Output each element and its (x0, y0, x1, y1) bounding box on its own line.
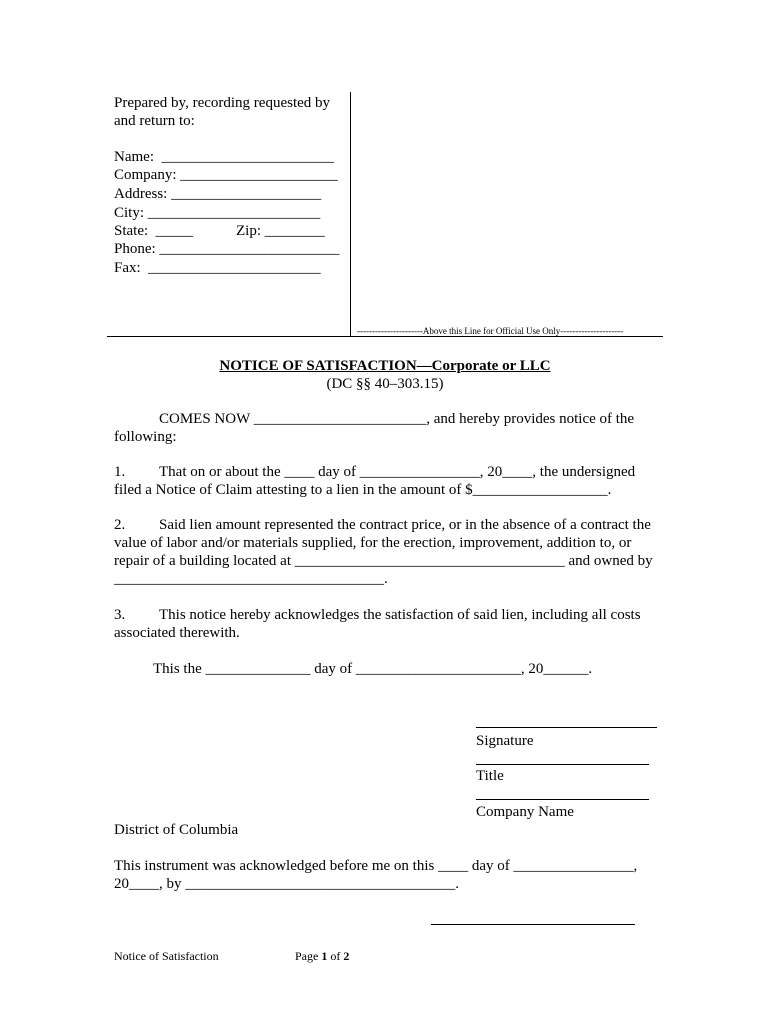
paragraph-1-line-2: filed a Notice of Claim attesting to a lien in the amount of $__________________. (114, 482, 612, 498)
zip-field[interactable]: Zip: ________ (236, 223, 325, 239)
header-vertical-divider (350, 92, 351, 336)
city-field[interactable]: City: _______________________ (114, 205, 321, 221)
page-indicator (295, 949, 349, 963)
name-field[interactable]: Name: _______________________ (114, 149, 334, 165)
document-title: NOTICE OF SATISFACTION—Corporate or LLC (219, 358, 551, 374)
page-total: 2 (343, 949, 350, 963)
address-field[interactable]: Address: ____________________ (114, 186, 322, 202)
company-name-label: Company Name (476, 804, 574, 820)
paragraph-2-line-4: ____________________________________. (114, 571, 388, 587)
title-label: Title (476, 768, 504, 784)
paragraph-3-line-2: associated therewith. (114, 625, 240, 641)
footer-document-name: Notice of Satisfaction (114, 949, 219, 963)
date-line: This the ______________ day of ______________________, 20______. (153, 661, 593, 677)
paragraph-3-line-1: This notice hereby acknowledges the satisfaction of said lien, including all costs (159, 607, 641, 623)
company-name-line[interactable] (476, 799, 649, 800)
comes-now-continuation: following: (114, 429, 177, 445)
phone-field[interactable]: Phone: ________________________ (114, 241, 340, 257)
official-use-notice: ----------------------Above this Line for Official Use Only--------------------- (357, 326, 624, 336)
comes-now-line: COMES NOW _______________________, and hereby provides notice of the (159, 411, 635, 427)
signature-line[interactable] (476, 727, 657, 728)
fax-field[interactable]: Fax: _______________________ (114, 260, 321, 276)
acknowledgment-line-2: 20____, by ____________________________________. (114, 876, 459, 892)
title-line[interactable] (476, 764, 649, 765)
page-number: 1 (321, 949, 328, 963)
jurisdiction-label: District of Columbia (114, 822, 239, 838)
paragraph-1-number: 1. (114, 464, 126, 480)
of-word: of (327, 949, 344, 963)
official-use-divider (107, 336, 663, 337)
paragraph-2-line-2: value of labor and/or materials supplied, for the erection, improvement, addition to, or (114, 535, 632, 551)
page-word: Page (295, 949, 322, 963)
paragraph-2-number: 2. (114, 517, 126, 533)
state-field[interactable]: State: _____ (114, 223, 194, 239)
paragraph-2-line-1: Said lien amount represented the contract price, or in the absence of a contract the (159, 517, 651, 533)
return-to-label: and return to: (114, 113, 195, 129)
notary-signature-line[interactable] (431, 924, 635, 925)
paragraph-3-number: 3. (114, 607, 126, 623)
paragraph-1-line-1: That on or about the ____ day of ________________, 20____, the undersigned (159, 464, 636, 480)
company-field[interactable]: Company: _____________________ (114, 167, 338, 183)
paragraph-2-line-3: repair of a building located at ____________________________________ and owned by (114, 553, 653, 569)
signature-label: Signature (476, 733, 534, 749)
statute-reference: (DC §§ 40–303.15) (326, 376, 444, 392)
acknowledgment-line-1: This instrument was acknowledged before me on this ____ day of ________________, (114, 858, 638, 874)
prepared-by-label: Prepared by, recording requested by (114, 95, 331, 111)
